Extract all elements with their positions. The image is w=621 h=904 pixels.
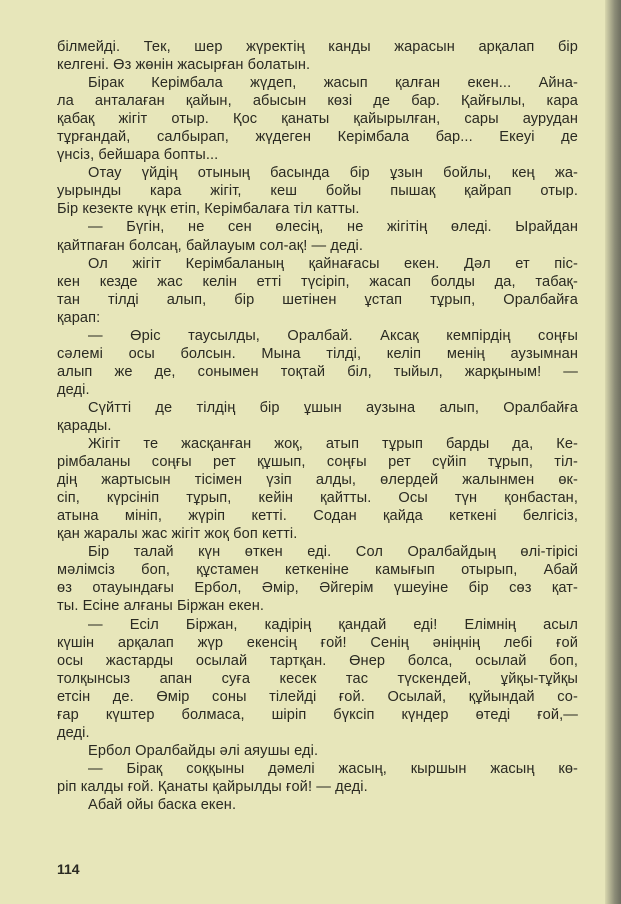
text-line: қан жаралы жас жігіт жоқ боп кетті. bbox=[57, 526, 298, 543]
text-line: деді. bbox=[57, 724, 90, 741]
text-line: толқынсыз апан суға кесек тас түскендей, ұйқы-тұйқы bbox=[57, 670, 578, 687]
text-line: ты. Есіне алғаны Біржан екен. bbox=[57, 598, 265, 615]
page-edge-shadow bbox=[605, 0, 621, 904]
text-line: қарап: bbox=[57, 309, 101, 326]
text-line: Отау үйдің отының басында бір ұзын бойлы, кең жа- bbox=[88, 165, 578, 182]
page-body-text bbox=[57, 38, 578, 814]
text-line: ріп калды ғой. Қанаты қайрылды ғой! — деді. bbox=[57, 778, 368, 795]
text-line: қайтпаған болсаң, байлауым сол-ақ! — деді. bbox=[57, 237, 364, 254]
text-line: тан тілді алып, бір шетінен ұстап тұрып, Оралбайға bbox=[57, 291, 578, 308]
text-line: қарады. bbox=[57, 417, 112, 434]
text-line: ла анталаған қайын, абысын көзі де бар. Қайғылы, кара bbox=[57, 93, 578, 110]
text-line: — Бірақ соққыны дәмелі жасың, кыршын жасың кө- bbox=[88, 760, 578, 777]
text-line: Бір талай күн өткен еді. Сол Оралбайдың өлі-тірісі bbox=[88, 544, 578, 561]
text-line: рімбаланы соңғы рет құшып, соңғы рет сүйіп тұрып, тіл- bbox=[57, 454, 578, 471]
text-line: дің жартысын тісімен үзіп алды, өлердей жалынмен өк- bbox=[57, 472, 578, 489]
text-line: алып же де, сонымен тоқтай біл, тыйыл, жарқыным! — bbox=[57, 363, 578, 380]
text-line: Бір кезекте күңк етіп, Керімбалаға тіл катты. bbox=[57, 201, 360, 218]
text-line: мәлімсіз боп, құстамен кеткеніне камығып отырып, Абай bbox=[57, 562, 578, 579]
text-line: Абай ойы баска екен. bbox=[88, 796, 237, 813]
text-line: тұрғандай, салбырап, жүдеген Керімбала бар... Екеуі де bbox=[57, 129, 578, 146]
text-line: сіп, күрсініп тұрып, кейін қайтты. Осы түн қонбастан, bbox=[57, 490, 578, 507]
text-line: — Өріс таусылды, Оралбай. Аксақ кемпірдің соңғы bbox=[88, 327, 578, 344]
text-line: Ол жігіт Керімбаланың қайнағасы екен. Дәл ет піс- bbox=[88, 255, 578, 272]
text-line: келгені. Өз жөнін жасырған болатын. bbox=[57, 57, 311, 74]
text-line: Сүйтті де тілдің бір ұшын аузына алып, Оралбайға bbox=[88, 399, 578, 416]
text-line: ғар күштер болмаса, шіріп бүксіп күндер өтеді ғой,— bbox=[57, 706, 578, 723]
text-line: Жігіт те жасқанған жоқ, атып тұрып барды да, Ке- bbox=[88, 436, 578, 453]
text-line: үнсіз, бейшара бопты... bbox=[57, 147, 219, 164]
text-line: етсін де. Өмір соны тілейді ғой. Осылай, құйындай со- bbox=[57, 688, 578, 705]
text-line: — Бүгін, не сен өлесің, не жігітің өледі. Ырайдан bbox=[88, 219, 578, 236]
text-line: атына мініп, жүріп кетті. Содан қайда кеткені белгісіз, bbox=[57, 508, 578, 525]
text-line: қабақ жігіт отыр. Қос қанаты қайырылған, сары аурудан bbox=[57, 111, 578, 128]
text-line: күшін арқалап жүр екенсің ғой! Сенің әніңнің лебі ғой bbox=[57, 634, 578, 651]
text-line: осы жастарды осылай тартқан. Өнер болса, осылай боп, bbox=[57, 652, 578, 669]
text-line: уырынды кара жігіт, кеш бойы пышақ қайрап отыр. bbox=[57, 183, 578, 200]
text-line: Ербол Оралбайды әлі аяушы еді. bbox=[88, 742, 319, 759]
text-line: білмейді. Тек, шер жүректің канды жарасын арқалап бір bbox=[57, 39, 578, 55]
text-line: деді. bbox=[57, 381, 90, 398]
text-line: кен кезде жас келін етті түсіріп, жасап болды да, табақ- bbox=[57, 273, 578, 290]
text-line: — Есіл Біржан, кадірің қандай еді! Елімнің асыл bbox=[88, 616, 578, 633]
text-line: өз отауындағы Ербол, Әмір, Әйгерім үшеуіне бір сөз қат- bbox=[57, 580, 578, 597]
text-line: сәлемі осы болсын. Мына тілді, келіп менің аузымнан bbox=[57, 345, 578, 362]
page-number: 114 bbox=[57, 861, 80, 877]
text-line: Бірак Керімбала жүдеп, жасып қалған екен... Айна- bbox=[88, 75, 578, 92]
